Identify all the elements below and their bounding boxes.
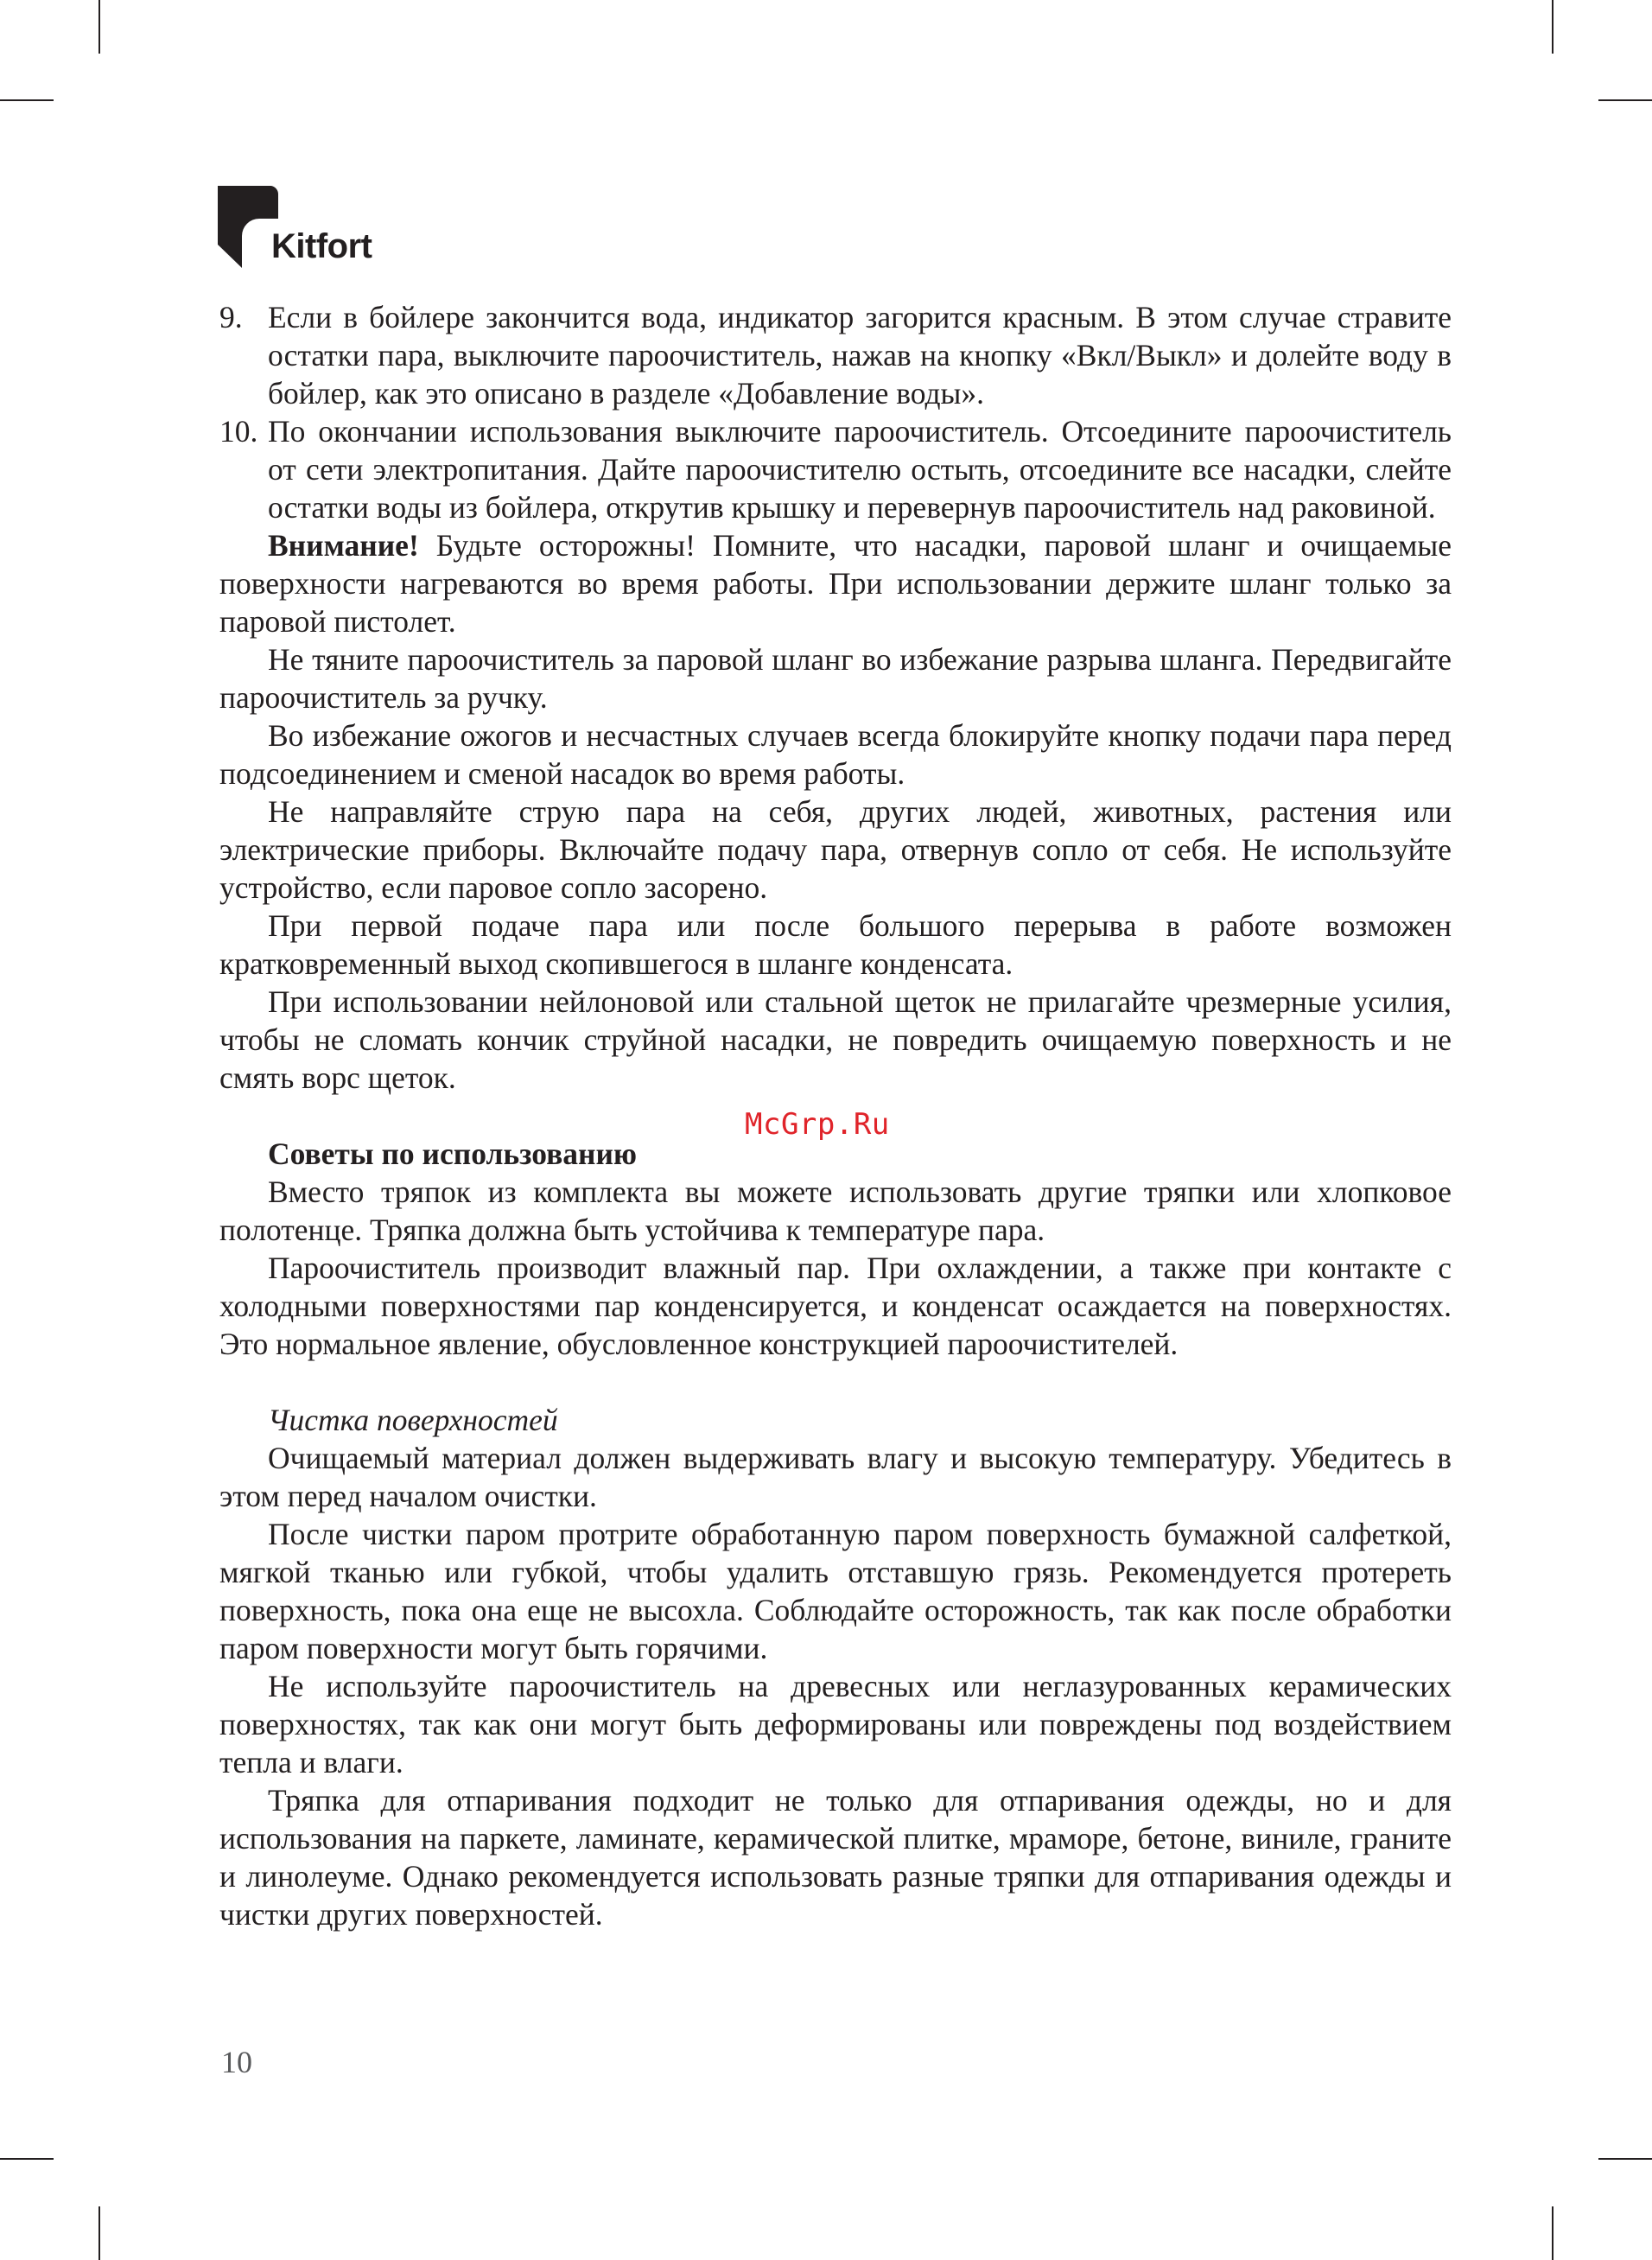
crop-mark-top-right [1552,0,1554,54]
paragraph: Не тяните пароочиститель за паровой шланг во избежание разрыва шланга. Передвигайте пароочиститель за ручку. [219,642,1452,715]
brand-name: Kitfort [271,227,372,265]
warning-paragraph [219,526,1452,640]
paragraph: При использовании нейлоновой или стальной щеток не прилагайте чрезмерные усилия, чтобы не сломать кончик струйной насадки, не повредить очищаемую поверхность и не смять ворс щеток. [219,984,1452,1095]
section-spacer [219,1363,1452,1401]
paragraph: После чистки паром протрите обработанную паром поверхность бумажной салфеткой, мягкой тканью или губкой, чтобы удалить отставшую грязь. Рекомендуется протереть поверхность, пока она еще не высохла. Соблюдайте осторожность, так как после обработки паром поверхности могут быть горячими. [219,1517,1452,1665]
list-item [219,412,1452,526]
list-item-number: 9. [219,300,243,334]
paragraph: Вместо тряпок из комплекта вы можете использовать другие тряпки или хлопковое полотенце. Тряпка должна быть устойчива к температуре пара. [219,1175,1452,1247]
crop-mark-top-right-h [1598,99,1652,101]
crop-mark-bottom-right-h [1598,2158,1652,2160]
warning-text: Будьте осторожны! Помните, что насадки, паровой шланг и очищаемые поверхности нагреваются во время работы. При использовании держите шланг только за паровой пистолет. [219,528,1452,639]
crop-mark-bottom-left [98,2206,100,2260]
paragraph: При первой подаче пара или после большого перерыва в работе возможен кратковременный выход скопившегося в шланге конденсата. [219,908,1452,981]
paragraph: Не используйте пароочиститель на древесных или неглазурованных керамических поверхностях, так как они могут быть деформированы или повреждены под воздействием тепла и влаги. [219,1669,1452,1779]
crop-mark-top-left-h [0,99,54,101]
crop-mark-bottom-left-h [0,2158,54,2160]
list-item-number: 10. [219,414,258,449]
page-number: 10 [221,2045,252,2079]
kitfort-logo-icon [218,186,278,268]
list-item [219,298,1452,412]
paragraph: Пароочиститель производит влажный пар. При охлаждении, а также при контакте с холодными поверхностями пар конденсируется, и конденсат осаждается на поверхностях. Это нормальное явление, обусловленное конструкцией пароочистителей. [219,1251,1452,1361]
paragraph: Во избежание ожогов и несчастных случаев всегда блокируйте кнопку подачи пара перед подсоединением и сменой насадок во время работы. [219,718,1452,791]
brand-logo [218,186,391,272]
warning-label: Внимание! [268,528,419,563]
list-item-text: Если в бойлере закончится вода, индикатор загорится красным. В этом случае стравите остатки пара, выключите пароочиститель, нажав на кнопку «Вкл/Выкл» и долейте воду в бойлер, как это описано в разделе «Добавление воды». [268,300,1452,411]
paragraph: Очищаемый материал должен выдерживать влагу и высокую температуру. Убедитесь в этом перед началом очистки. [219,1441,1452,1513]
watermark-link[interactable]: McGrp.Ru [745,1107,890,1142]
crop-mark-bottom-right [1552,2206,1554,2260]
paragraph: Тряпка для отпаривания подходит не только для отпаривания одежды, но и для использования на паркете, ламинате, керамической плитке, мраморе, бетоне, виниле, граните и линолеуме. Однако рекомендуется использовать разные тряпки для отпаривания одежды и чистки других поверхностей. [219,1783,1452,1932]
list-item-text: По окончании использования выключите пароочиститель. Отсоедините пароочиститель от сети электропитания. Дайте пароочистителю остыть, отсоедините все насадки, слейте остатки воды из бойлера, открутив крышку и перевернув пароочиститель над раковиной. [268,414,1452,525]
tips-heading: Советы по использованию [268,1136,638,1171]
crop-mark-top-left [98,0,100,54]
surfaces-heading: Чистка поверхностей [268,1403,558,1437]
paragraph: Не направляйте струю пара на себя, других людей, животных, растения или электрические приборы. Включайте подачу пара, отвернув сопло от себя. Не используйте устройство, если паровое сопло засорено. [219,794,1452,905]
